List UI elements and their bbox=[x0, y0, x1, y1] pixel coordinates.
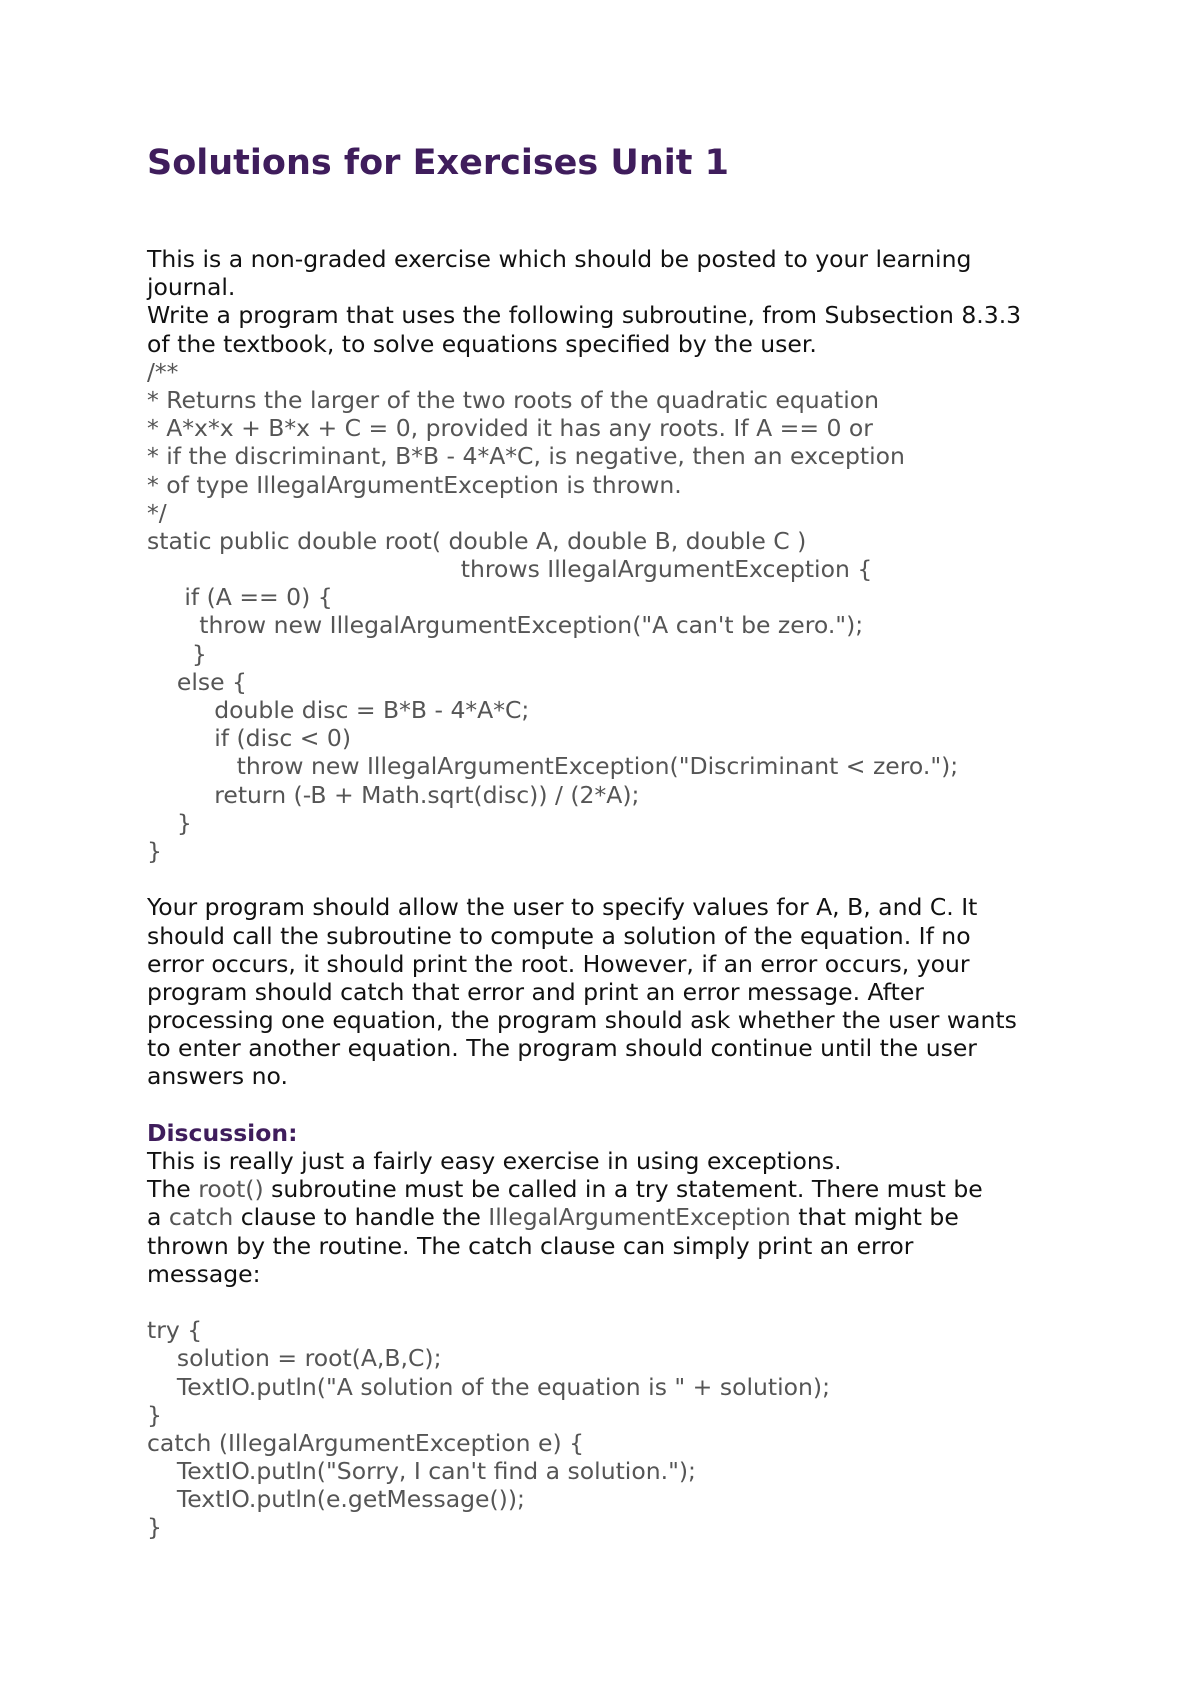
document-body bbox=[147, 245, 1067, 1542]
discussion-line: message: bbox=[147, 1259, 261, 1288]
intro-line: journal. bbox=[147, 273, 236, 302]
discussion-text: The bbox=[147, 1175, 199, 1204]
code-line: TextIO.putln("A solution of the equation is " + solution); bbox=[147, 1372, 830, 1401]
requirements-line: error occurs, it should print the root. However, if an error occurs, your bbox=[147, 949, 970, 978]
requirements-line: Your program should allow the user to specify values for A, B, and C. It bbox=[147, 893, 978, 922]
code-line: else { bbox=[147, 667, 247, 696]
discussion-line bbox=[147, 1175, 1067, 1203]
requirements-line: should call the subroutine to compute a solution of the equation. If no bbox=[147, 921, 971, 950]
code-line: TextIO.putln("Sorry, I can't find a solution."); bbox=[147, 1457, 696, 1486]
code-line: catch (IllegalArgumentException e) { bbox=[147, 1428, 585, 1457]
spacer bbox=[147, 1288, 1067, 1316]
code-line: try { bbox=[147, 1316, 203, 1345]
code-line: static public double root( double A, double B, double C ) bbox=[147, 526, 807, 555]
inline-code: IllegalArgumentException bbox=[488, 1203, 791, 1232]
code-line: throw new IllegalArgumentException("Discriminant < zero."); bbox=[147, 752, 959, 781]
intro-line: Write a program that uses the following subroutine, from Subsection 8.3.3 bbox=[147, 301, 1022, 330]
code-line: if (A == 0) { bbox=[147, 583, 333, 612]
discussion-text: subroutine must be called in a try statement. There must be bbox=[263, 1175, 983, 1204]
code-line: * Returns the larger of the two roots of the quadratic equation bbox=[147, 385, 880, 414]
spacer bbox=[147, 1091, 1067, 1119]
discussion-line: This is really just a fairly easy exercise in using exceptions. bbox=[147, 1147, 842, 1175]
code-line: /** bbox=[147, 357, 179, 386]
requirements-line: program should catch that error and print an error message. After bbox=[147, 977, 924, 1006]
discussion-text: clause to handle the bbox=[233, 1203, 489, 1232]
intro-line: This is a non-graded exercise which should be posted to your learning bbox=[147, 245, 972, 273]
code-line: } bbox=[147, 808, 192, 837]
code-line: * if the discriminant, B*B - 4*A*C, is negative, then an exception bbox=[147, 442, 905, 471]
code-line: */ bbox=[147, 498, 167, 527]
code-line: if (disc < 0) bbox=[147, 724, 352, 753]
code-line: } bbox=[147, 1513, 162, 1542]
discussion-section bbox=[147, 1119, 1067, 1288]
code-line: } bbox=[147, 836, 162, 865]
discussion-text: a bbox=[147, 1203, 169, 1232]
code-line: solution = root(A,B,C); bbox=[147, 1344, 442, 1373]
code-line: throw new IllegalArgumentException("A can't be zero."); bbox=[147, 611, 864, 640]
discussion-heading: Discussion: bbox=[147, 1118, 298, 1147]
requirements-line: to enter another equation. The program should continue until the user bbox=[147, 1034, 977, 1063]
code-line: return (-B + Math.sqrt(disc)) / (2*A); bbox=[147, 780, 640, 809]
page-title: Solutions for Exercises Unit 1 bbox=[147, 143, 730, 183]
requirements-paragraph bbox=[147, 893, 1067, 1090]
requirements-line: processing one equation, the program should ask whether the user wants bbox=[147, 1006, 1017, 1035]
intro-paragraph bbox=[147, 245, 1067, 358]
spacer bbox=[147, 865, 1067, 893]
discussion-text: that might be bbox=[790, 1203, 959, 1232]
code-line: } bbox=[147, 1400, 162, 1429]
requirements-line: answers no. bbox=[147, 1062, 288, 1091]
intro-line: of the textbook, to solve equations specified by the user. bbox=[147, 329, 817, 358]
code-line: double disc = B*B - 4*A*C; bbox=[147, 696, 530, 724]
root-code-block bbox=[147, 358, 1067, 865]
code-line: throws IllegalArgumentException { bbox=[147, 555, 873, 584]
discussion-line bbox=[147, 1203, 1067, 1231]
inline-code: catch bbox=[168, 1203, 234, 1232]
code-line: * of type IllegalArgumentException is thrown. bbox=[147, 470, 682, 499]
code-line: } bbox=[147, 639, 207, 668]
code-line: TextIO.putln(e.getMessage()); bbox=[147, 1485, 525, 1514]
try-code-block bbox=[147, 1316, 1067, 1542]
code-line: * A*x*x + B*x + C = 0, provided it has any roots. If A == 0 or bbox=[147, 414, 873, 443]
inline-code: root() bbox=[198, 1175, 264, 1204]
discussion-line: thrown by the routine. The catch clause can simply print an error bbox=[147, 1231, 914, 1260]
